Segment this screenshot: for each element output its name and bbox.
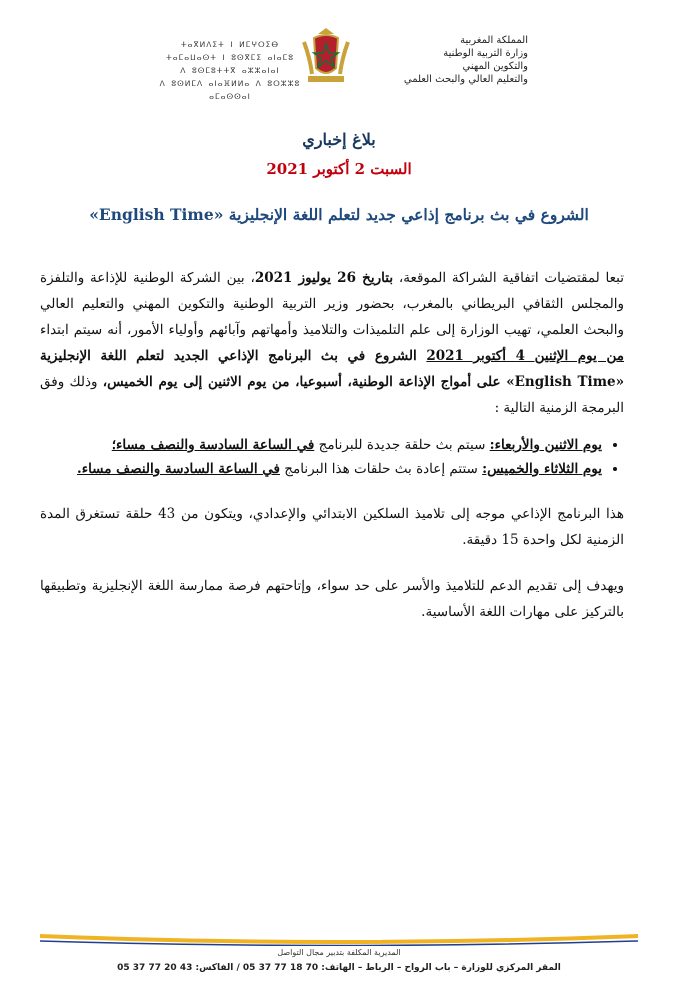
press-release-subject: الشروع في بث برنامج إذاعي جديد لتعلم اللغة الإنجليزية «English Time»: [89, 205, 589, 224]
header-line: المملكة المغربية: [460, 35, 528, 46]
header-line: ⴷ ⵓⵙⵎⵓⵜⵜⴳ ⴰⵣⵣⴰⵏⴰⵏ: [180, 66, 280, 75]
schedule-time: في الساعة السادسة والنصف مساء.: [77, 461, 280, 477]
text-span: وذلك وفق البرمجة الزمنية التالية :: [40, 374, 624, 416]
header-line: ⴷ ⵓⵙⵍⵎⴷ ⴰⵏⴰⴼⵍⵍⴰ ⴷ ⵓⵔⵣⵣⵓ ⴰⵎⴰⵙⵙⴰⵏ: [159, 79, 301, 101]
text-span: سيتم بث حلقة جديدة للبرنامج: [314, 437, 490, 453]
text-span: ، بين الشركة الوطنية للإذاعة والتلفزة والمجلس الثقافي البريطاني بالمغرب، بحضور وزير التربية الوطنية والتكوين المهني والتعليم العالي والبحث العلمي، تهيب الوزارة إلى علم التلميذات والتلاميذ وأمهاتهم وآبائهم وأولياء الأمور، أنه سيتم ابتداء: [40, 270, 624, 338]
paragraph-intro: [40, 265, 624, 421]
coat-of-arms-emblem: [300, 28, 352, 86]
ministry-name-arabic: [328, 34, 528, 86]
agreement-date: بتاريخ 26 يوليوز 2021: [254, 270, 394, 286]
press-release-title: بلاغ إخباري: [302, 130, 376, 149]
schedule-list: [40, 433, 624, 481]
text-span: تبعا لمقتضيات اتفاقية الشراكة الموقعة،: [393, 270, 625, 286]
schedule-days: يوم الثلاثاء والخميس:: [482, 461, 602, 477]
header-line: والتكوين المهني: [462, 61, 528, 72]
header-line: ⵜⴰⵎⴰⵡⴰⵙⵜ ⵏ ⵓⵙⴳⵎⵉ ⴰⵏⴰⵎⵓ: [166, 53, 294, 62]
footer-contact: المقر المركزي للوزارة – باب الرواح – الرباط – الهاتف: 70 18 77 37 05 / الفاكس: 43 20 77 37 05: [117, 963, 561, 973]
header-line: وزارة التربية الوطنية: [443, 48, 528, 59]
program-announcement: الشروع في بث البرنامج الإذاعي الجديد لتعلم اللغة الإنجليزية «English Time» على أمواج الإذاعة الوطنية، أسبوعيا، من يوم الاثنين إلى يوم الخميس،: [40, 348, 625, 390]
press-release-date: السبت 2 أكتوبر 2021: [266, 160, 412, 178]
press-release-body: [40, 265, 624, 625]
footer-department: المديرية المكلفة بتدبير مجال التواصل: [277, 948, 401, 957]
footer-divider: [40, 932, 638, 946]
list-item: [40, 433, 602, 457]
text-span: ستتم إعادة بث حلقات هذا البرنامج: [280, 461, 483, 477]
header-line: والتعليم العالي والبحث العلمي: [403, 74, 528, 85]
schedule-days: يوم الاثنين والأربعاء:: [489, 437, 602, 453]
start-date: من يوم الإثنين 4 أكتوبر 2021: [426, 348, 624, 364]
ministry-name-tifinagh: [155, 38, 305, 103]
schedule-time: في الساعة السادسة والنصف مساء؛: [111, 437, 315, 453]
paragraph-objective: ويهدف إلى تقديم الدعم للتلاميذ والأسر على حد سواء، وإتاحتهم فرصة ممارسة اللغة الإنجليزية وتطبيقها بالتركيز على مهارات اللغة الأساسية.: [40, 578, 624, 620]
paragraph-target-audience: هذا البرنامج الإذاعي موجه إلى تلاميذ السلكين الابتدائي والإعدادي، ويتكون من 43 حلقة تستغرق المدة الزمنية لكل واحدة 15 دقيقة.: [40, 506, 624, 548]
header-line: ⵜⴰⴳⵍⴷⵉⵜ ⵏ ⵍⵎⵖⵔⵉⴱ: [180, 40, 280, 49]
list-item: [40, 457, 602, 481]
